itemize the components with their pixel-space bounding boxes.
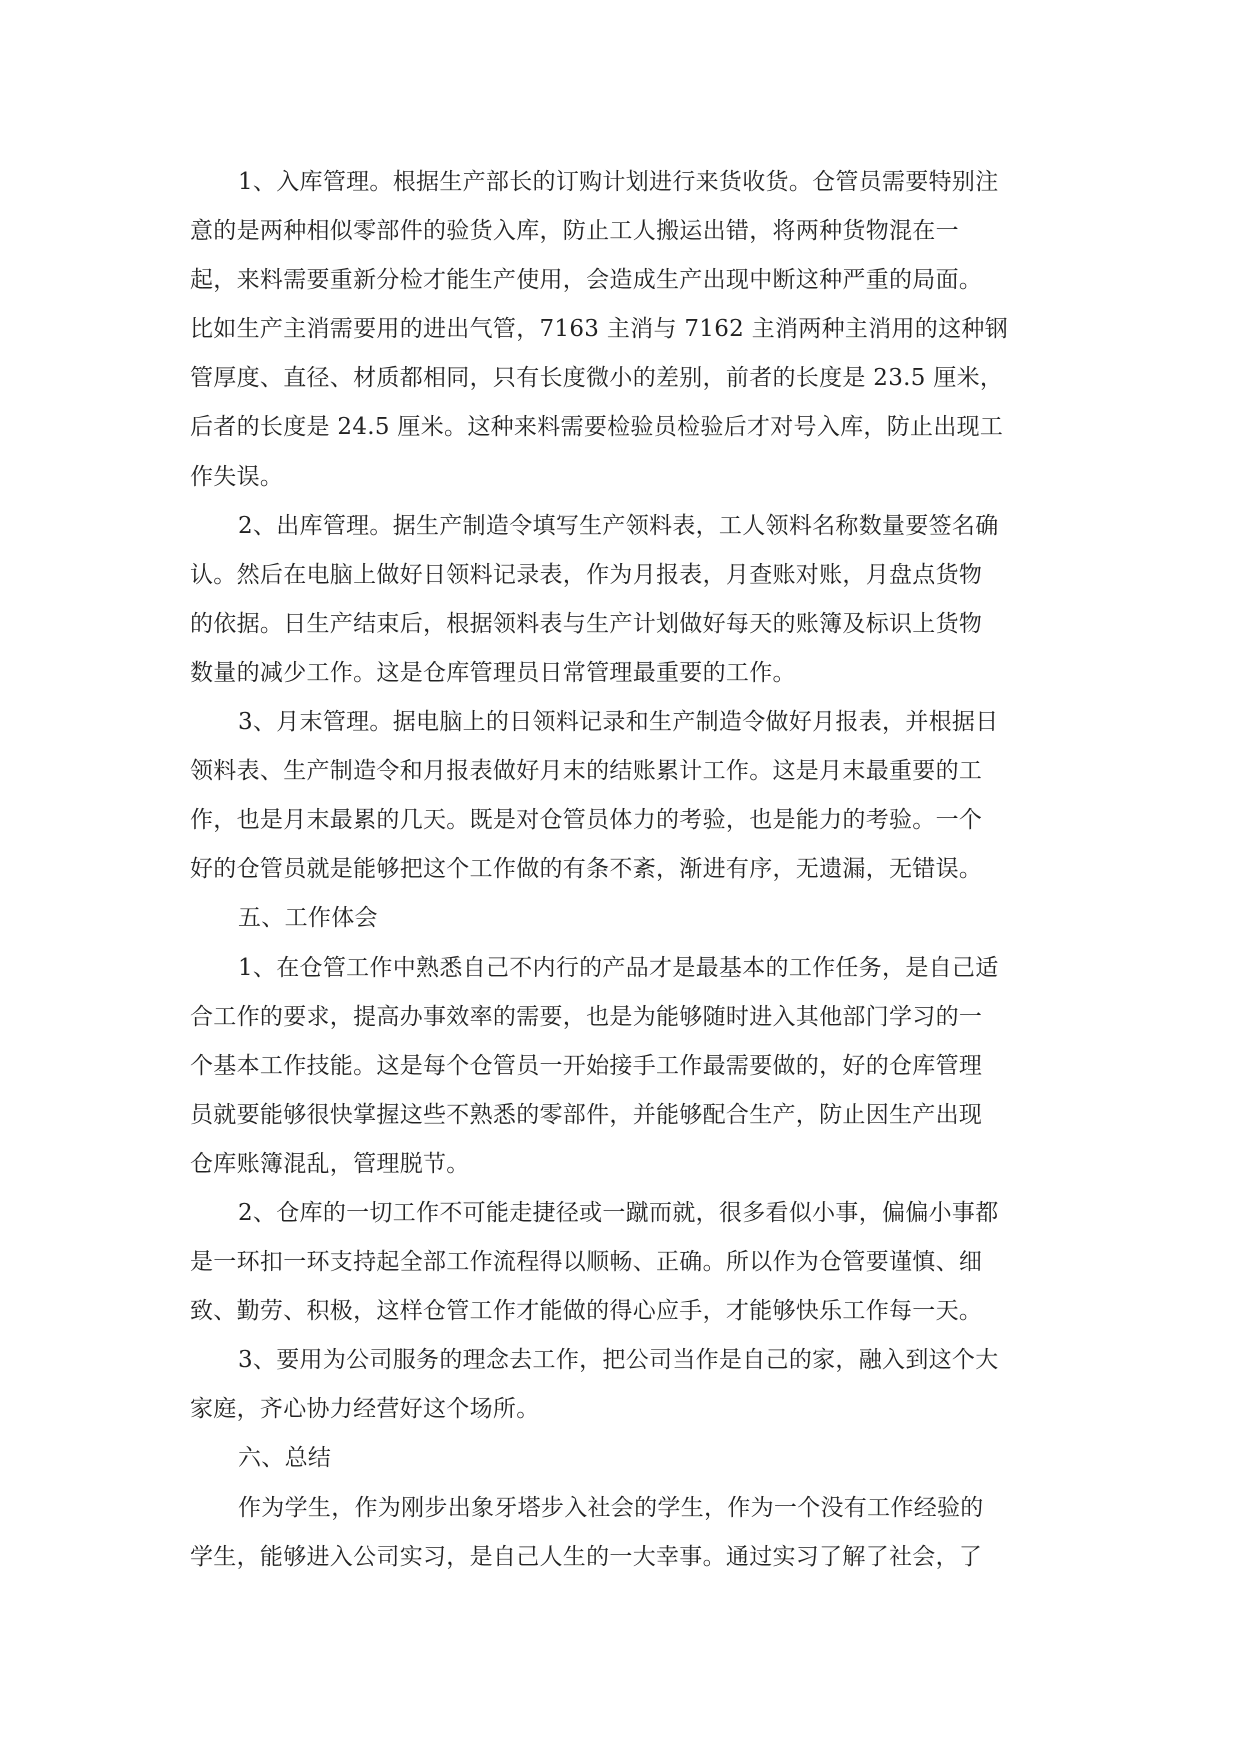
paragraph-text: 领料表、生产制造令和月报表做好月末的结账累计工作。这是月末最重要的工 作，也是月末最累的几天。既是对仓管员体力的考验，也是能力的考验。一个 好的仓管员就是能够把这个工作做的有条不紊，渐进有序，无遗漏，无错误。 [190,758,983,883]
paragraph-text: 学生，能够进入公司实习，是自己人生的一大幸事。通过实习了解了社会，了 [190,1543,983,1570]
paragraph-inbound-management [190,158,1050,502]
section-heading-text: 六、总结 [238,1445,332,1472]
paragraph-experience-2 [190,1189,1050,1336]
paragraph-experience-3 [190,1336,1050,1434]
paragraph-first-line: 2、仓库的一切工作不可能走捷径或一蹴而就，很多看似小事，偏偏小事都 [238,1199,999,1226]
section-heading-work-experience [190,894,1050,943]
paragraph-text: 意的是两种相似零部件的验货入库，防止工人搬运出错，将两种货物混在一 起，来料需要重新分检才能生产使用，会造成生产出现中断这种严重的局面。 比如生产主消需要用的进出气管，7163 主消与 7162 主消两种主消用的这种钢 管厚度、直径、材质都相同，只有长度微小的差别，前者的长度是 23.5 厘米， 后者的长度是 24.5 厘米。这种来料需要检验员检验后才对号入库，防止出现工 作失误。 [190,218,1008,490]
paragraph-first-line: 作为学生，作为刚步出象牙塔步入社会的学生，作为一个没有工作经验的 [238,1494,984,1521]
document-body [190,158,1050,1582]
paragraph-summary [190,1484,1050,1582]
paragraph-text: 认。然后在电脑上做好日领料记录表，作为月报表，月查账对账，月盘点货物 的依据。日生产结束后，根据领料表与生产计划做好每天的账簿及标识上货物 数量的减少工作。这是仓库管理员日常管理最重要的工作。 [190,561,983,686]
paragraph-text: 合工作的要求，提高办事效率的需要，也是为能够随时进入其他部门学习的一 个基本工作技能。这是每个仓管员一开始接手工作最需要做的，好的仓库管理 员就要能够很快掌握这些不熟悉的零部件，并能够配合生产，防止因生产出现 仓库账簿混乱，管理脱节。 [190,1003,983,1177]
paragraph-month-end-management [190,698,1050,894]
paragraph-first-line: 3、月末管理。据电脑上的日领料记录和生产制造令做好月报表，并根据日 [238,709,999,736]
paragraph-text: 是一环扣一环支持起全部工作流程得以顺畅、正确。所以作为仓管要谨慎、细 致、勤劳、积极，这样仓管工作才能做的得心应手，才能够快乐工作每一天。 [190,1249,983,1325]
paragraph-first-line: 1、入库管理。根据生产部长的订购计划进行来货收货。仓管员需要特别注 [238,169,999,195]
paragraph-outbound-management [190,502,1050,698]
paragraph-experience-1 [190,944,1050,1189]
paragraph-first-line: 3、要用为公司服务的理念去工作，把公司当作是自己的家，融入到这个大 [238,1347,999,1374]
section-heading-text: 五、工作体会 [238,905,378,932]
section-heading-summary [190,1434,1050,1483]
paragraph-first-line: 1、在仓管工作中熟悉自己不内行的产品才是最基本的工作任务，是自己适 [238,954,999,981]
paragraph-first-line: 2、出库管理。据生产制造令填写生产领料表，工人领料名称数量要签名确 [238,512,999,539]
paragraph-text: 家庭，齐心协力经营好这个场所。 [190,1396,540,1423]
